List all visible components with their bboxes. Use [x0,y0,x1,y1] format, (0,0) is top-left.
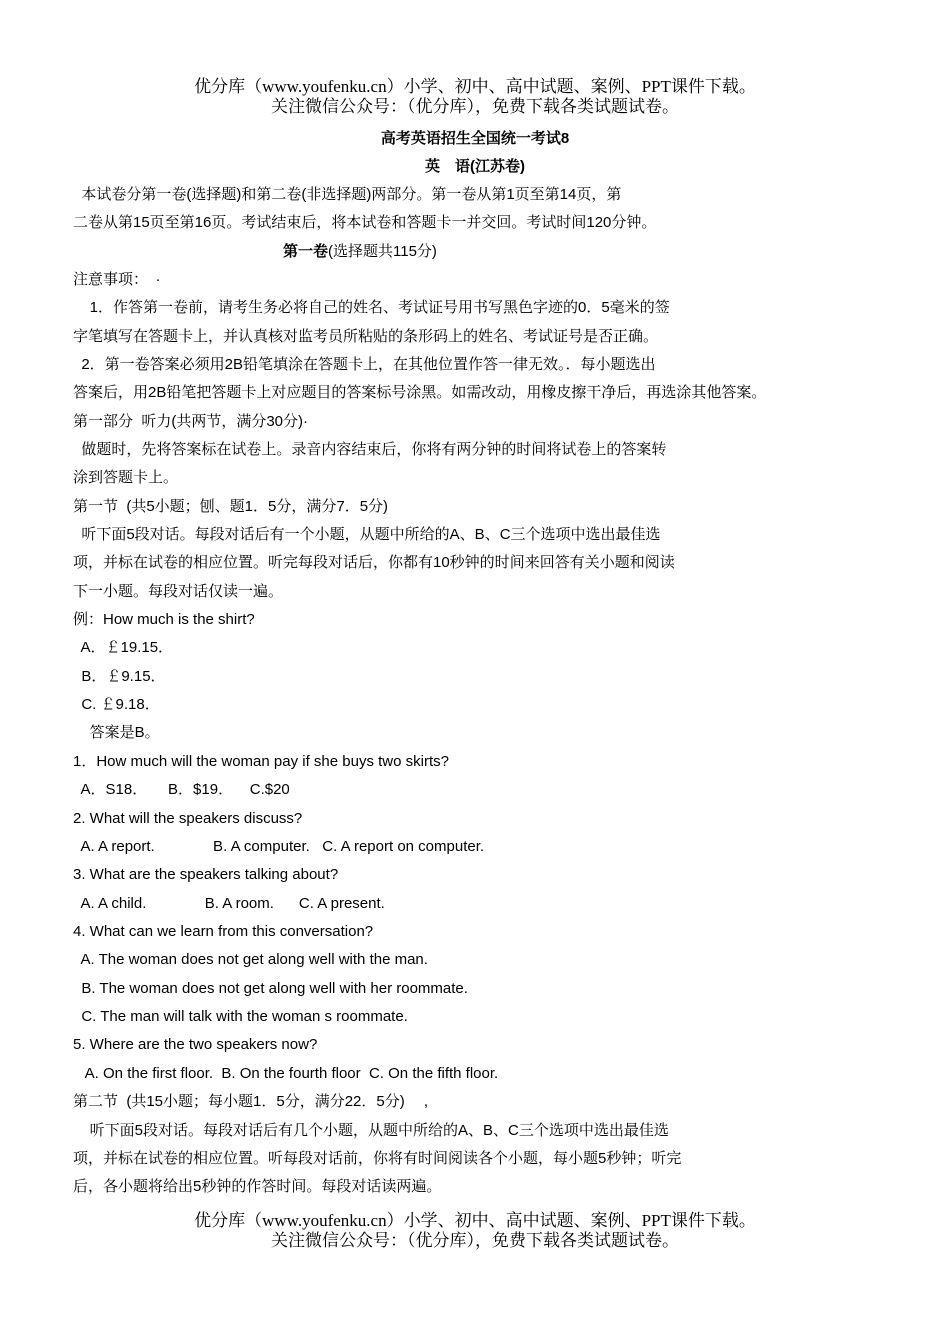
example-question: 例：How much is the shirt? [73,611,255,628]
intro-line-2: 二卷从第15页至第16页。考试结束后，将本试卷和答题卡一并交回。考试时间120分钟。 [73,214,657,231]
question-4-option-c: C. The man will talk with the woman s roommate. [73,1008,408,1025]
question-3: 3. What are the speakers talking about? [73,866,339,883]
question-1: 1．How much will the woman pay if she buys two skirts? [73,753,449,770]
section-2-instr-3: 后，各小题将给出5秒钟的作答时间。每段对话读两遍。 [73,1178,442,1195]
question-5: 5. Where are the two speakers now? [73,1036,318,1053]
note-line-4: 答案后，用2B铅笔把答题卡上对应题目的答案标号涂黑。如需改动，用橡皮擦干净后，再选涂其他答案。 [73,384,767,401]
example-option-c: C. ￡9.18． [73,696,160,713]
question-1-options: A．S18． B．$19． C.$20 [73,781,290,798]
intro-line-1: 本试卷分第一卷(选择题)和第二卷(非选择题)两部分。第一卷从第1页至第14页，第 [73,186,622,203]
volume-1-label: 第一卷 [283,243,329,260]
part-1-instr-2: 涂到答题卡上。 [73,469,179,486]
header-line-1: 优分库（www.youfenku.cn）小学、初中、高中试题、案例、PPT课件下载。 [194,77,756,96]
section-2-title: 第二节 (共15小题；每小题1．5分，满分22．5分) , [73,1093,429,1110]
note-line-3: 2．第一卷答案必须用2B铅笔填涂在答题卡上，在其他位置作答一律无效。．每小题选出 [73,356,656,373]
volume-1-desc: (选择题共115分) [328,243,437,260]
footer-line-2: 关注微信公众号：（优分库），免费下载各类试题试卷。 [271,1231,679,1250]
example-option-b: B．￡9.15． [73,668,166,685]
part-1-instr-1: 做题时，先将答案标在试卷上。录音内容结束后，你将有两分钟的时间将试卷上的答案转 [73,441,667,458]
notes-title: 注意事项： · [73,271,161,288]
note-line-2: 字笔填写在答题卡上，并认真核对监考员所粘贴的条形码上的姓名、考试证号是否正确。 [73,328,659,345]
question-3-options: A. A child. B. A room. C. A present. [73,895,385,912]
section-2-instr-1: 听下面5段对话。每段对话后有几个小题，从题中所给的A、B、C三个选项中选出最佳选 [73,1122,669,1139]
question-5-options: A. On the first floor. B. On the fourth floor C. On the fifth floor. [73,1065,499,1082]
exam-subtitle: 英 语(江苏卷) [425,158,525,175]
footer-line-1: 优分库（www.youfenku.cn）小学、初中、高中试题、案例、PPT课件下载。 [194,1211,756,1230]
section-1-title: 第一节 (共5小题；刨、题1．5分，满分7．5分) [73,498,389,515]
section-1-instr-3: 下一小题。每段对话仅读一遍。 [73,583,284,600]
question-4: 4. What can we learn from this conversation? [73,923,374,940]
section-2-instr-2: 项，并标在试卷的相应位置。听每段对话前，你将有时间阅读各个小题，每小题5秒钟；听完 [73,1150,682,1167]
question-4-option-a: A. The woman does not get along well with the man. [73,951,428,968]
exam-title: 高考英语招生全国统一考试8 [380,130,570,147]
part-1-title: 第一部分 听力(共两节，满分30分)· [73,413,309,430]
header-line-2: 关注微信公众号：（优分库），免费下载各类试题试卷。 [271,97,679,116]
question-2: 2. What will the speakers discuss? [73,810,303,827]
volume-1-heading [283,242,890,262]
question-4-option-b: B. The woman does not get along well with her roommate. [73,980,468,997]
section-1-instr-1: 听下面5段对话。每段对话后有一个小题，从题中所给的A、B、C三个选项中选出最佳选 [73,526,661,543]
example-answer: 答案是B。 [73,724,160,741]
section-1-instr-2: 项，并标在试卷的相应位置。听完每段对话后，你都有10秒钟的时间来回答有关小题和阅读 [73,554,675,571]
example-option-a: A．￡19.15． [73,639,174,656]
note-line-1: 1．作答第一卷前，请考生务必将自己的姓名、考试证号用书写黑色字迹的0．5毫米的签 [73,299,670,316]
question-2-options: A. A report. B. A computer. C. A report on computer. [73,838,485,855]
